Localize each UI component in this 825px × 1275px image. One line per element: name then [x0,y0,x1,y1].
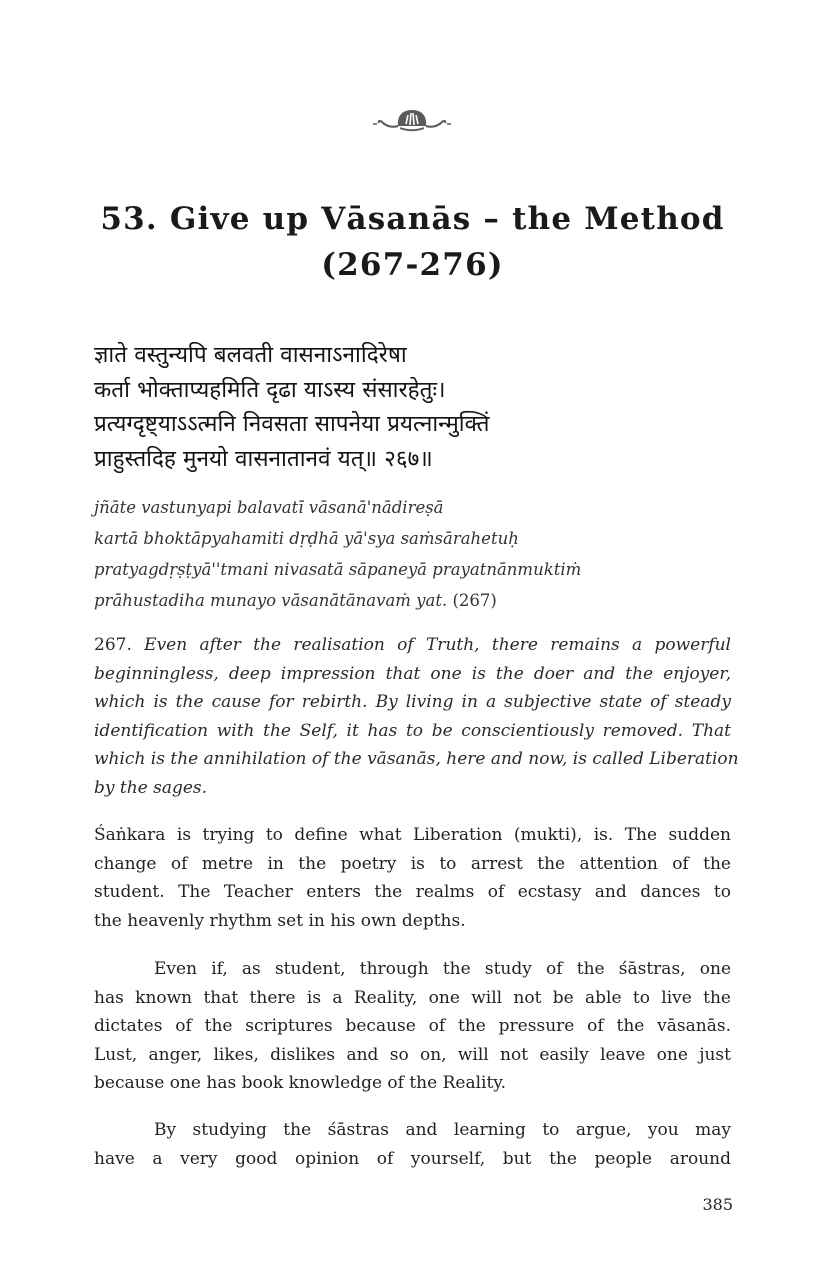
paragraph-line: Even if, as student, through the study of the śāstras, one [154,959,731,979]
chapter-title-line1: 53. Give up Vāsanās – the Method [100,201,725,237]
transliteration-line: pratyagdṛṣṭyā''tmani nivasatā sāpaneyā prayatnānmuktiṁ [94,560,582,579]
verse-translation-line [94,631,731,660]
verse-translation-line: which is the cause for rebirth. By living in a subjective state of steady [94,692,731,713]
transliteration-line [94,585,734,616]
paragraph-line: student. The Teacher enters the realms of ecstasy and dances to [94,882,731,903]
verse-translation-line: which is the annihilation of the vāsanās, here and now, is called Liberation [94,749,739,770]
lotus-ornament-icon [372,104,452,140]
paragraph-line: change of metre in the poetry is to arrest the attention of the [94,853,731,874]
sanskrit-line: कर्ता भोक्ताप्यहमिति दृढा याऽस्य संसारहेतुः। [94,376,446,403]
verse-translation [94,631,739,803]
body-paragraph [94,821,731,935]
chapter-title [60,196,765,288]
transliteration-text: prāhustadiha munayo vāsanātānavaṁ yat. [94,591,448,610]
sanskrit-line: प्राहुस्तदिह मुनयो वासनातानवं यत्॥ २६७॥ [94,445,433,472]
transliteration [94,492,734,616]
sanskrit-line: ज्ञाते वस्तुन्यपि बलवती वासनाऽनादिरेषा [94,342,407,368]
page-number: 385 [702,1195,733,1214]
paragraph-line: has known that there is a Reality, one will not be able to live the [94,987,731,1008]
chapter-title-line2: (267-276) [321,247,504,283]
transliteration-verse-number: (267) [452,591,497,610]
paragraph-line: have a very good opinion of yourself, but the people around [94,1148,731,1169]
sanskrit-line: प्रत्यग्दृष्ट्याऽऽत्मनि निवसता सापनेया प्रयत्नान्मुक्तिं [94,411,490,437]
sanskrit-verse [94,338,754,476]
body-paragraph [94,1116,731,1173]
verse-number: 267. [94,635,132,655]
paragraph-line: By studying the śāstras and learning to argue, you may [154,1120,731,1140]
paragraph-line: the heavenly rhythm set in his own depths. [94,910,466,931]
paragraph-line: Lust, anger, likes, dislikes and so on, will not easily leave one just [94,1044,731,1065]
paragraph-line: because one has book knowledge of the Reality. [94,1073,507,1094]
body-paragraph [94,955,731,1098]
verse-translation-line: by the sages. [94,777,208,798]
verse-translation-text: Even after the realisation of Truth, there remains a powerful [144,635,731,655]
verse-translation-line: beginningless, deep impression that one is the doer and the enjoyer, [94,663,731,684]
paragraph-line: dictates of the scriptures because of the pressure of the vāsanās. [94,1016,731,1037]
transliteration-line: kartā bhoktāpyahamiti dṛḍhā yā'sya saṁsārahetuḥ [94,529,519,548]
transliteration-line: jñāte vastunyapi balavatī vāsanā'nādireṣā [94,498,444,517]
verse-translation-line: identification with the Self, it has to be conscientiously removed. That [94,720,731,741]
paragraph-line: Śaṅkara is trying to define what Liberation (mukti), is. The sudden [94,825,731,845]
